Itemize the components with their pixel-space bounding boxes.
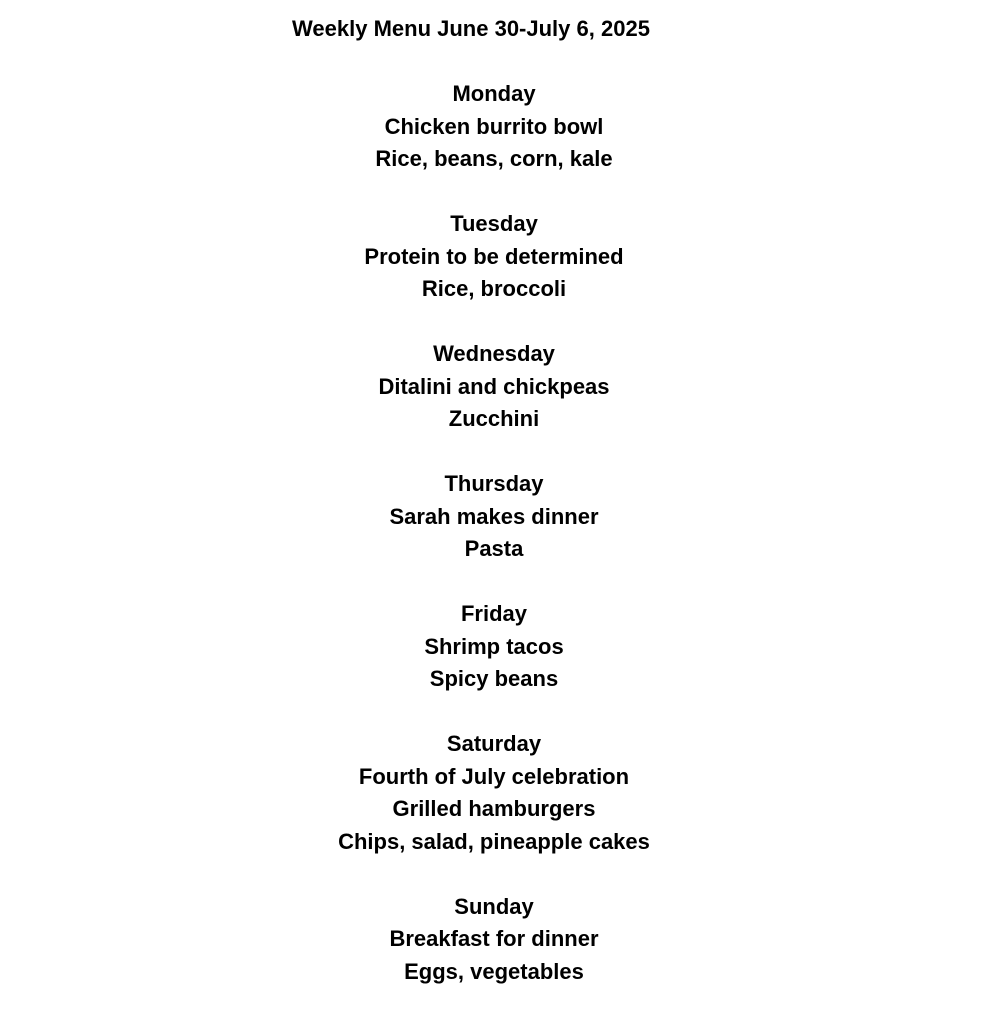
day-tuesday: [0, 208, 988, 306]
page-title: Weekly Menu June 30-July 6, 2025: [292, 16, 650, 41]
day-heading: Sunday: [454, 893, 534, 919]
menu-item: Sarah makes dinner: [389, 503, 599, 529]
day-saturday: [0, 728, 988, 858]
menu-item: Zucchini: [448, 406, 540, 431]
menu-item: Shrimp tacos: [424, 633, 564, 659]
day-sunday: [0, 891, 988, 989]
menu-item: Pasta: [464, 536, 524, 561]
menu-item: Rice, beans, corn, kale: [375, 146, 613, 171]
menu-item: Breakfast for dinner: [389, 926, 599, 951]
menu-item: Ditalini and chickpeas: [378, 373, 610, 399]
menu-item: Chicken burrito bowl: [384, 113, 604, 139]
day-heading: Monday: [452, 81, 536, 106]
day-heading: Thursday: [444, 471, 544, 496]
menu-item: Spicy beans: [429, 666, 559, 691]
menu-item: Protein to be determined: [364, 243, 624, 269]
day-thursday: [0, 468, 988, 566]
day-heading: Tuesday: [450, 211, 538, 236]
day-heading: Saturday: [446, 731, 542, 756]
menu-item: Eggs, vegetables: [404, 958, 584, 984]
menu-item: Grilled hamburgers: [392, 796, 596, 821]
menu-item: Rice, broccoli: [421, 276, 567, 301]
day-wednesday: [0, 338, 988, 436]
day-monday: [0, 78, 988, 176]
day-heading: Wednesday: [433, 341, 555, 366]
menu-item: Fourth of July celebration: [358, 763, 630, 789]
day-heading: Friday: [460, 601, 528, 626]
day-friday: [0, 598, 988, 696]
weekly-menu: [0, 78, 988, 1021]
menu-item: Chips, salad, pineapple cakes: [338, 828, 650, 854]
